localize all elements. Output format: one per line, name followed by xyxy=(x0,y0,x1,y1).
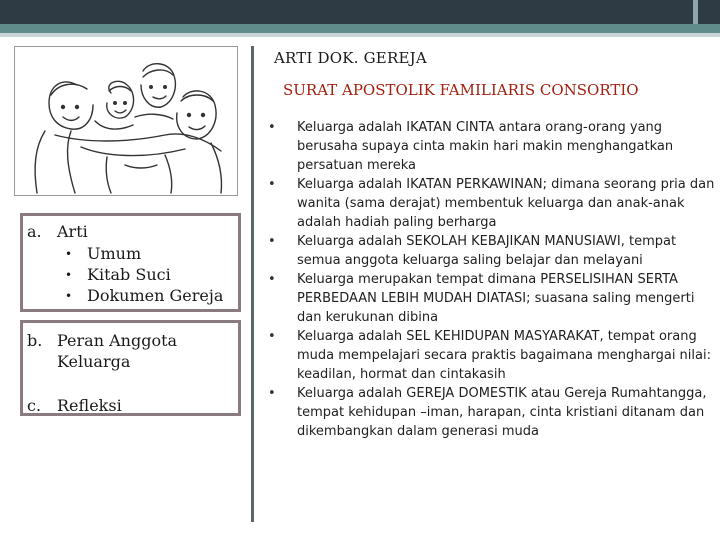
list-item-text: Keluarga adalah IKATAN PERKAWINAN; dimana seorang pria dan wanita (sama derajat) membentuk keluarga dan anak-anak adalah hadiah paling berharga xyxy=(297,177,715,230)
outline-b-label-line2: Keluarga xyxy=(57,352,131,371)
header-tab-marker xyxy=(693,0,698,24)
bullet-dot: • xyxy=(65,247,73,261)
list-item-text: Keluarga merupakan tempat dimana PERSELISIHAN SERTA PERBEDAAN LEBIH MUDAH DIATASI; suasana saling mengerti dan kerukunan dibina xyxy=(297,272,695,325)
list-item-text: Keluarga adalah GEREJA DOMESTIK atau Gereja Rumahtangga, tempat kehidupan –iman, harapan, cinta kristiani ditanam dan dikembangkan dalam generasi muda xyxy=(297,386,707,439)
outline-subitem-kitab-suci: Kitab Suci xyxy=(87,265,171,284)
list-item xyxy=(266,118,716,175)
list-item xyxy=(266,327,716,384)
top-light-stripe xyxy=(0,33,720,37)
outline-b-label-line1: Peran Anggota xyxy=(57,331,178,350)
slide-title: ARTI DOK. GEREJA xyxy=(274,49,427,67)
outline-a-label: Arti xyxy=(57,222,88,241)
bullet-dot: • xyxy=(268,386,276,401)
bullet-dot: • xyxy=(268,177,276,192)
outline-box-arti xyxy=(20,213,241,312)
list-item-text: Keluarga adalah SEKOLAH KEBAJIKAN MANUSIAWI, tempat semua anggota keluarga saling belajar dan melayani xyxy=(297,234,677,268)
bullet-dot: • xyxy=(268,329,276,344)
bullet-dot: • xyxy=(268,234,276,249)
outline-b-marker: b. xyxy=(27,331,43,350)
list-item-text: Keluarga adalah SEL KEHIDUPAN MASYARAKAT, tempat orang muda mempelajari secara praktis bagaimana menghargai nilai: keadilan, hormat dan cintakasih xyxy=(297,329,711,382)
bullet-dot: • xyxy=(65,268,73,282)
outline-subitem-dokumen-gereja: Dokumen Gereja xyxy=(87,286,224,305)
outline-c-label: Refleksi xyxy=(57,396,122,415)
family-hug-sketch-icon xyxy=(15,47,237,195)
slide-subtitle: SURAT APOSTOLIK FAMILIARIS CONSORTIO xyxy=(283,81,639,99)
outline-c-marker: c. xyxy=(27,396,42,415)
outline-box-peran-refleksi xyxy=(20,320,241,416)
outline-a-marker: a. xyxy=(27,222,42,241)
bullet-dot: • xyxy=(65,289,73,303)
list-item xyxy=(266,232,716,270)
outline-subitem-umum: Umum xyxy=(87,244,142,263)
family-illustration xyxy=(14,46,238,196)
list-item-text: Keluarga adalah IKATAN CINTA antara orang-orang yang berusaha supaya cinta makin hari makin menghangatkan persatuan mereka xyxy=(297,120,674,173)
bullet-dot: • xyxy=(268,120,276,135)
bullet-dot: • xyxy=(268,272,276,287)
definition-list xyxy=(266,118,716,441)
top-accent-stripe xyxy=(0,24,720,33)
top-header-bar xyxy=(0,0,720,24)
column-divider xyxy=(251,46,254,522)
list-item xyxy=(266,270,716,327)
list-item xyxy=(266,175,716,232)
list-item xyxy=(266,384,716,441)
